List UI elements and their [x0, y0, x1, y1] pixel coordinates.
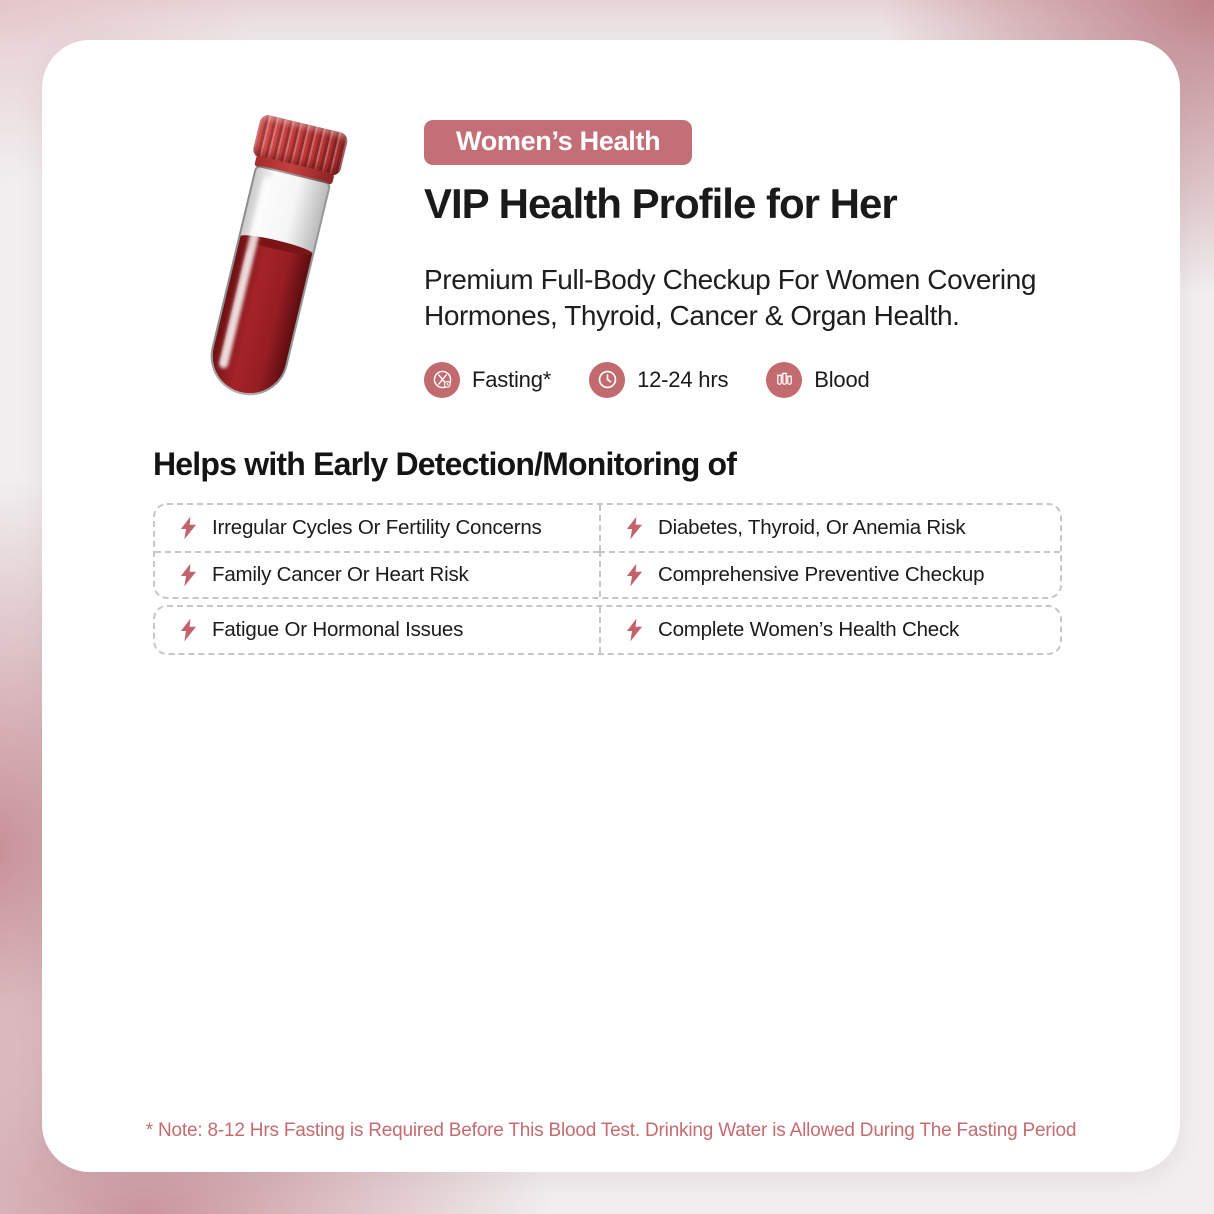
description-line-1: Premium Full-Body Checkup For Women Covering — [424, 264, 1037, 295]
category-badge — [424, 120, 692, 165]
benefits-heading: Helps with Early Detection/Monitoring of — [153, 446, 737, 482]
benefit-item — [599, 505, 1060, 551]
test-tube — [203, 115, 344, 404]
product-description — [424, 262, 1144, 334]
no-food-icon — [424, 362, 460, 398]
benefit-item — [599, 551, 1060, 597]
lightning-bolt-icon — [180, 563, 197, 587]
product-card — [42, 40, 1180, 1172]
benefit-item-label: Irregular Cycles Or Fertility Concerns — [212, 516, 542, 539]
lightning-bolt-icon — [626, 618, 643, 642]
lightning-bolt-icon — [626, 516, 643, 540]
fasting-label: Fasting* — [472, 366, 552, 392]
meta-item-duration — [589, 362, 728, 398]
benefit-item — [155, 607, 599, 653]
benefits-section — [153, 446, 1062, 655]
meta-item-sample-type — [766, 362, 869, 398]
fasting-note: * Note: 8-12 Hrs Fasting is Required Before This Blood Test. Drinking Water is Allowed During The Fasting Period — [145, 1120, 1077, 1141]
test-tube-glass — [203, 164, 332, 403]
benefits-grid-top — [153, 503, 1062, 599]
benefit-item-label: Diabetes, Thyroid, Or Anemia Risk — [658, 516, 966, 539]
test-tubes-icon — [766, 362, 802, 398]
benefit-item-label: Family Cancer Or Heart Risk — [212, 563, 469, 586]
duration-label: 12-24 hrs — [637, 366, 729, 392]
benefit-item — [599, 607, 1060, 653]
benefits-grid-bottom — [153, 605, 1062, 655]
benefit-item-label: Complete Women’s Health Check — [658, 618, 960, 641]
hero-section — [424, 120, 1144, 398]
test-meta-row — [424, 362, 1144, 398]
blood-sample — [205, 236, 312, 401]
lightning-bolt-icon — [180, 618, 197, 642]
page-title: VIP Health Profile for Her — [424, 180, 897, 227]
benefit-item — [155, 505, 599, 551]
benefit-item-label: Fatigue Or Hormonal Issues — [212, 618, 464, 641]
lightning-bolt-icon — [180, 516, 197, 540]
benefit-item-label: Comprehensive Preventive Checkup — [658, 563, 985, 586]
blood-test-tube-illustration — [192, 108, 362, 418]
lightning-bolt-icon — [626, 563, 643, 587]
clock-icon — [589, 362, 625, 398]
benefit-item — [155, 551, 599, 597]
meta-item-fasting — [424, 362, 551, 398]
description-line-2: Hormones, Thyroid, Cancer & Organ Health. — [424, 299, 960, 331]
sample-type-label: Blood — [814, 366, 870, 392]
category-badge-label: Women’s Health — [456, 126, 661, 156]
